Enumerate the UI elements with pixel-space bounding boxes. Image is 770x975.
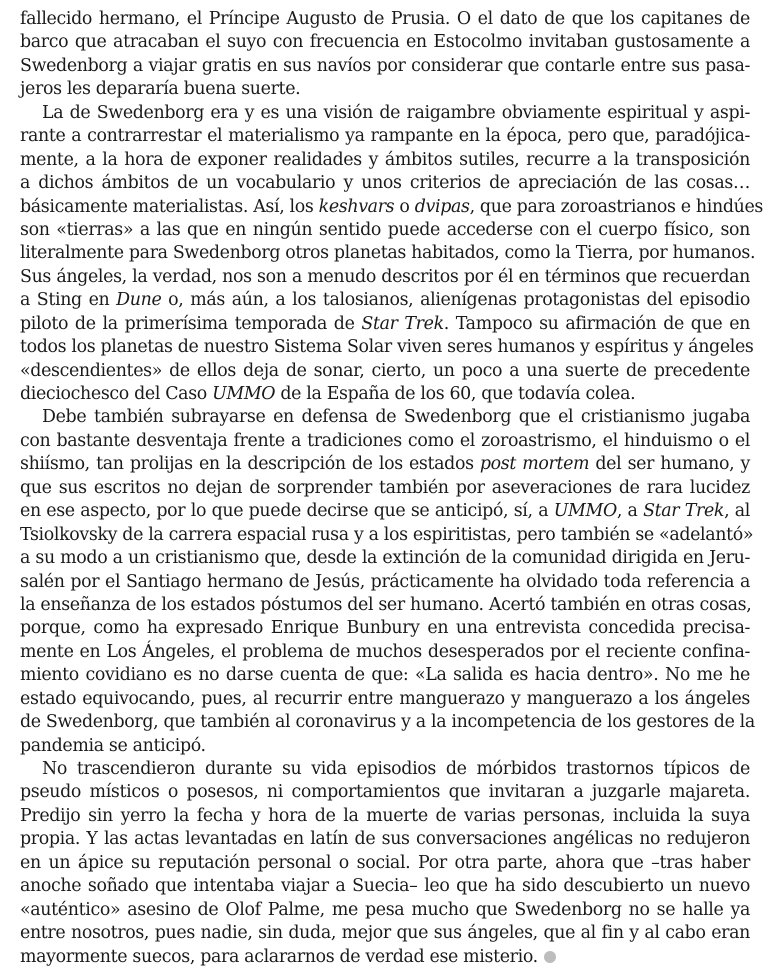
text-line: propia. Y las actas levantadas en latín de sus conversaciones angélicas no redujeron: [20, 829, 750, 850]
paragraph-1: [20, 8, 750, 102]
text-line: Sus ángeles, la verdad, nos son a menudo descritos por él en términos que recuerdan: [20, 266, 750, 287]
text-line: pandemia se anticipó.: [20, 735, 206, 756]
text-line: mente, a la hora de exponer realidades y ámbitos sutiles, recurre a la transposición: [20, 149, 750, 170]
text-line: a Sting en Dune o, más aún, a los talosianos, alienígenas protagonistas del episodio: [20, 290, 750, 311]
paragraph-4: [20, 758, 750, 969]
text-line: miento covidiano es no darse cuenta de que: «La salida es hacia dentro». No me he: [20, 665, 750, 686]
text-line: dieciochesco del Caso UMMO de la España de los 60, que todavía colea.: [20, 384, 636, 404]
text-line: Predijo sin yerro la fecha y hora de la muerte de varias personas, incluida la suya: [20, 805, 750, 826]
article-body: [20, 8, 763, 969]
text-line: la enseñanza de los estados póstumos del ser humano. Acertó también en otras cosas,: [20, 594, 752, 615]
text-line: básicamente materialistas. Así, los keshvars o dvipas, que para zoroastrianos e hindúes: [20, 196, 763, 217]
text-line: Tsiolkovsky de la carrera espacial rusa y a los espiritistas, pero también se «adelantó»: [20, 524, 754, 545]
italic-term: UMMO: [212, 384, 276, 404]
italic-term: Star Trek: [643, 501, 725, 522]
text-line: Swedenborg a viajar gratis en sus navíos por considerar que contarle entre sus pasa-: [20, 55, 750, 76]
text-line: a dichos ámbitos de un vocabulario y unos criterios de apreciación de las cosas…: [20, 173, 750, 194]
text-line: La de Swedenborg era y es una visión de raigambre obviamente espiritual y aspi-: [42, 102, 750, 123]
text-line: salén por el Santiago hermano de Jesús, prácticamente ha olvidado toda referencia a: [20, 571, 750, 592]
text-line: entre nosotros, pues nadie, sin duda, mejor que sus ángeles, que al fin y al cabo eran: [20, 923, 750, 944]
text-line: en un ápice su reputación personal o social. Por otra parte, ahora que –tras haber: [20, 852, 750, 873]
text-line: jeros les depararía buena suerte.: [20, 79, 301, 100]
text-line: con bastante desventaja frente a tradiciones como el zoroastrismo, el hinduismo o el: [20, 430, 750, 451]
italic-term: keshvars: [318, 196, 395, 217]
text-line: todos los planetas de nuestro Sistema Solar viven seres humanos y espíritus y ángeles: [20, 337, 754, 358]
end-of-article-dot-icon: [544, 951, 556, 963]
text-line: shiísmo, tan prolijas en la descripción de los estados post mortem del ser humano, y: [20, 454, 750, 475]
text-line: piloto de la primerísima temporada de Star Trek. Tampoco su afirmación de que en: [20, 313, 750, 334]
text-line: estado equivocando, pues, al recurrir entre manguerazo y manguerazo a los ángeles: [20, 688, 750, 709]
italic-term: post mortem: [479, 454, 590, 475]
text-line: mente en Los Ángeles, el problema de muchos desesperados por el reciente confina-: [20, 641, 750, 662]
text-line: Debe también subrayarse en defensa de Swedenborg que el cristianismo jugaba: [42, 407, 750, 428]
text-line: que sus escritos no dejan de sorprender también por aseveraciones de rara lucidez: [20, 477, 750, 498]
text-line: «descendientes» de ellos deja de sonar, cierto, un poco a una suerte de precedente: [20, 360, 750, 381]
text-line: fallecido hermano, el Príncipe Augusto de Prusia. O el dato de que los capitanes de: [20, 9, 750, 29]
text-line: a su modo a un cristianismo que, desde la extinción de la comunidad dirigida en Jeru-: [20, 548, 750, 569]
italic-term: dvipas: [414, 196, 470, 217]
italic-term: Star Trek: [361, 313, 444, 334]
italic-term: Dune: [116, 290, 162, 311]
text-line: No trascendieron durante su vida episodios de mórbidos trastornos típicos de: [42, 759, 750, 779]
text-line: pseudo místicos o posesos, ni comportamientos que invitaran a juzgarle majareta.: [20, 782, 750, 803]
paragraph-3: [20, 406, 755, 758]
text-line: «auténtico» asesino de Olof Palme, me pesa mucho que Swedenborg no se halle ya: [20, 899, 750, 920]
paragraph-2: [20, 102, 763, 407]
text-line: barco que atracaban el suyo con frecuencia en Estocolmo invitaban gustosamente a: [20, 32, 750, 53]
text-line: rante a contrarrestar el materialismo ya rampante en la época, pero que, paradójica-: [20, 126, 750, 147]
text-line: anoche soñado que intentaba viajar a Suecia– leo que ha sido descubierto un nuevo: [20, 876, 750, 897]
text-line: literalmente para Swedenborg otros planetas habitados, como la Tierra, por humanos.: [20, 243, 756, 264]
italic-term: UMMO: [553, 501, 617, 522]
text-line: porque, como ha expresado Enrique Bunbury en una entrevista concedida precisa-: [20, 618, 750, 639]
text-line: de Swedenborg, que también al coronavirus y a la incompetencia de los gestores de la: [20, 712, 755, 733]
text-line: mayormente suecos, para aclararnos de verdad ese misterio.: [20, 946, 750, 969]
text-line: son «tierras» a las que en ningún sentido puede accederse con el cuerpo físico, son: [20, 219, 750, 240]
text-line: en ese aspecto, por lo que puede decirse que se anticipó, sí, a UMMO, a Star Trek, al: [20, 501, 750, 522]
